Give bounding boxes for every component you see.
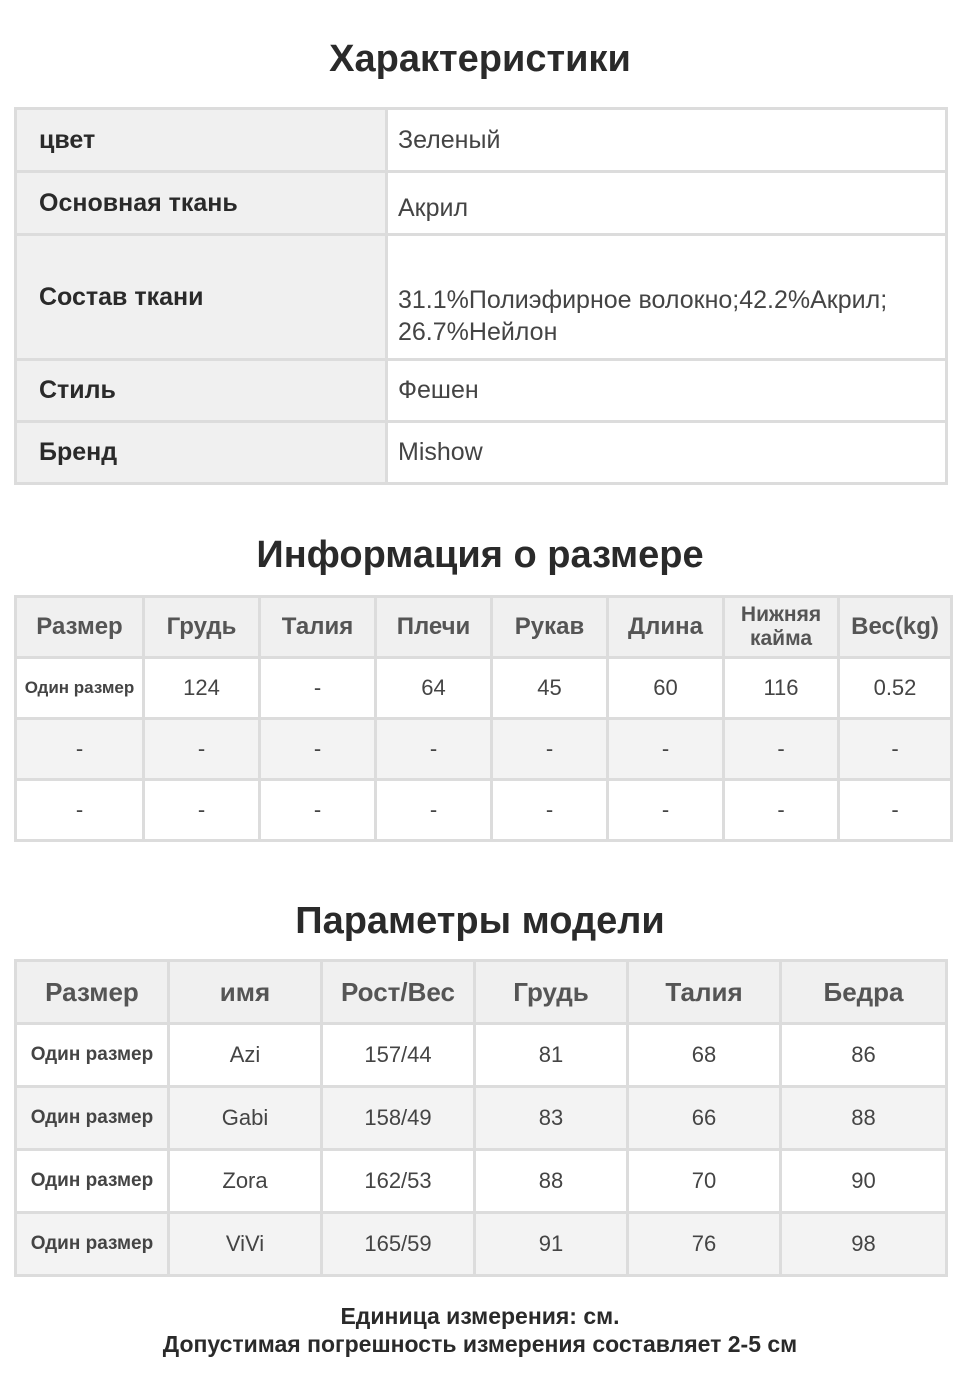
table-row (17, 361, 945, 420)
row-value (388, 236, 945, 358)
table-cell: - (377, 720, 490, 778)
table-cell: - (493, 781, 606, 839)
table-cell: - (840, 720, 950, 778)
table-cell: - (725, 720, 837, 778)
row-value: Mishow (388, 423, 945, 482)
table-cell: 68 (629, 1025, 779, 1085)
table-cell: 76 (629, 1214, 779, 1274)
row-label: Состав ткани (17, 236, 385, 358)
column-header: Талия (629, 962, 779, 1022)
table-cell: - (377, 781, 490, 839)
composition-line-1: 31.1%Полиэфирное волокно;42.2%Акрил; (398, 286, 888, 314)
table-cell: 165/59 (323, 1214, 473, 1274)
table-cell: - (17, 781, 142, 839)
column-header: Вес(kg) (840, 598, 950, 656)
table-cell: 64 (377, 659, 490, 717)
column-header: Размер (17, 962, 167, 1022)
table-cell: 60 (609, 659, 722, 717)
table-cell: - (725, 781, 837, 839)
row-label: Стиль (17, 361, 385, 420)
table-cell: 86 (782, 1025, 945, 1085)
column-header: Грудь (145, 598, 258, 656)
table-row (17, 1088, 945, 1148)
characteristics-table (14, 107, 948, 485)
model-table (14, 959, 948, 1277)
table-cell: - (17, 720, 142, 778)
table-cell: Один размер (17, 659, 142, 717)
table-cell: Один размер (17, 1025, 167, 1085)
column-header: Размер (17, 598, 142, 656)
table-row (17, 659, 950, 717)
table-cell: - (609, 720, 722, 778)
table-row (17, 236, 945, 358)
table-cell: Gabi (170, 1088, 320, 1148)
table-cell: 88 (476, 1151, 626, 1211)
column-header: Бедра (782, 962, 945, 1022)
table-cell: 124 (145, 659, 258, 717)
size-table (14, 595, 953, 842)
table-cell: 158/49 (323, 1088, 473, 1148)
size-info-title: Информация о размере (256, 534, 704, 576)
table-cell: - (609, 781, 722, 839)
row-value: Фешен (388, 361, 945, 420)
table-cell: Zora (170, 1151, 320, 1211)
table-cell: 0.52 (840, 659, 950, 717)
table-cell: 91 (476, 1214, 626, 1274)
measurement-error-note: Допустимая погрешность измерения составляет 2-5 см (162, 1331, 798, 1357)
table-row (17, 423, 945, 482)
table-row (17, 781, 950, 839)
table-cell: 81 (476, 1025, 626, 1085)
characteristics-title: Характеристики (329, 38, 631, 80)
header-line: Нижняя (740, 603, 822, 626)
table-row (17, 173, 945, 233)
header-line: кайма (749, 627, 813, 650)
table-row (17, 1214, 945, 1274)
row-value: Акрил (388, 173, 945, 233)
table-cell: - (261, 659, 374, 717)
table-row (17, 720, 950, 778)
column-header: Рукав (493, 598, 606, 656)
table-cell: Один размер (17, 1088, 167, 1148)
table-cell: - (261, 720, 374, 778)
table-cell: Azi (170, 1025, 320, 1085)
table-header-row (17, 962, 945, 1022)
table-cell: - (840, 781, 950, 839)
measurement-unit-note: Единица измерения: см. (340, 1303, 620, 1329)
row-value: Зеленый (388, 110, 945, 170)
table-cell: - (145, 720, 258, 778)
table-row (17, 110, 945, 170)
column-header: Грудь (476, 962, 626, 1022)
composition-line-2: 26.7%Нейлон (398, 318, 558, 346)
table-row (17, 1151, 945, 1211)
model-params-title: Параметры модели (295, 900, 665, 942)
table-row (17, 1025, 945, 1085)
table-cell: 162/53 (323, 1151, 473, 1211)
table-cell: Один размер (17, 1214, 167, 1274)
table-cell: 157/44 (323, 1025, 473, 1085)
table-header-row (17, 598, 950, 656)
column-header (725, 598, 837, 656)
table-cell: 116 (725, 659, 837, 717)
table-cell: 45 (493, 659, 606, 717)
table-cell: - (261, 781, 374, 839)
table-cell: Один размер (17, 1151, 167, 1211)
table-cell: 98 (782, 1214, 945, 1274)
column-header: Рост/Вес (323, 962, 473, 1022)
row-label: цвет (17, 110, 385, 170)
table-cell: 88 (782, 1088, 945, 1148)
column-header: Длина (609, 598, 722, 656)
table-cell: ViVi (170, 1214, 320, 1274)
column-header: Плечи (377, 598, 490, 656)
table-cell: - (145, 781, 258, 839)
table-cell: - (493, 720, 606, 778)
column-header: Талия (261, 598, 374, 656)
table-cell: 83 (476, 1088, 626, 1148)
column-header: имя (170, 962, 320, 1022)
table-cell: 70 (629, 1151, 779, 1211)
table-cell: 90 (782, 1151, 945, 1211)
table-cell: 66 (629, 1088, 779, 1148)
row-label: Основная ткань (17, 173, 385, 233)
row-label: Бренд (17, 423, 385, 482)
